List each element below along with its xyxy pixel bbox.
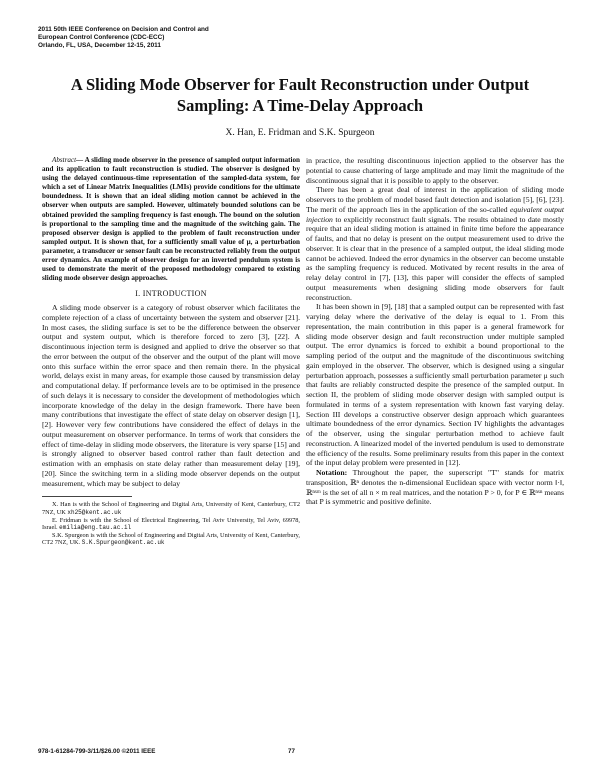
section-heading-introduction: I. INTRODUCTION [135,289,207,299]
notation-paragraph [306,468,564,507]
abstract-dash: — [76,156,85,164]
right-column [306,156,564,507]
left-column [42,156,300,547]
abstract-label: Abstract [52,156,77,164]
paper-title [40,74,560,116]
footnote-fridman: E. Fridman is with the School of Electrical Engineering, Tel Aviv University, Tel Aviv, 69978, Israel. emilia@eng.tau.ac.il [42,516,300,532]
notation-text: Throughout the paper, the superscript "T" stands for matrix transposition, ℝⁿ denotes the n-dimensional Euclidean space with vector norm ‖·‖, ℝⁿˣᵐ is the set of all n × m real matrices, and the notation P > 0, for P ∈ ℝⁿˣⁿ means that P is symmetric and positive definite. [306,468,564,507]
author-list: X. Han, E. Fridman and S.K. Spurgeon [225,128,375,138]
email-fridman: emilia@eng.tau.ac.il [59,524,132,532]
intro-paragraph-1-cont: in practice, the resulting discontinuous injection applied to the observer has the potential to cause chattering of large amplitude and may limit the magnitude of the discontinuous signal that it is possible to apply to the observer. [306,156,564,185]
intro-paragraph-3: It has been shown in [9], [18] that a sampled output can be represented with fast varying delay where the derivative of the delay is equal to 1. From this representation, the main contribution in this paper is a general framework for sliding mode observer design and fault reconstruction under multiple sampled output. The error dynamics is forced to exhibit a bound proportional to the sampling period of the output and the magnitude of the discontinuous switching gain employed in the observer. The observer, which is designed using a singular perturbation approach, possesses a sufficiently small perturbation parameter μ such that faults are reliably constructed despite the presence of the sampled output. In section II, the problem of sliding mode observer design with sampled output is formulated in terms of a system representation with known fast varying delay. Section III develops a constructive observer design approach which guarantees ultimate boundedness of the error dynamics. Section IV highlights the advantages of the observer, using the singular perturbation method to achieve fault reconstruction. A linearized model of the inverted pendulum is used to demonstrate the efficiency of the results. Some preliminary results from this paper in the context of the input delay problem were presented in [12]. [306,302,564,468]
footnote-han: X. Han is with the School of Engineering and Digital Arts, University of Kent, Canterbury, CT2 7NZ, UK xh25@kent.ac.uk [42,501,300,516]
conference-header [38,26,278,51]
email-han: xh25@kent.ac.uk [67,508,122,516]
footnote-divider [42,496,132,497]
abstract [42,156,300,283]
email-spurgeon: S.K.Spurgeon@kent.ac.uk [81,539,165,547]
conference-line-1: 2011 50th IEEE Conference on Decision and Control and [38,26,209,33]
intro-paragraph-1: A sliding mode observer is a category of robust observer which facilitates the complete rejection of a class of uncertainty between the system and observer [21]. In most cases, the sliding surface is set to be the difference between the observer output and system output, which is therefore forced to zero [3], [22]. A discontinuous injection term is designed and applied to drive the observer so that the error between the output of the observer and the output of the plant will move onto this surface within the error space and then remain there. In the physical world, delays exist in many areas, for example those caused by transmission delay and computational delay. If performance levels are to be optimised in the presence of such delays it is necessary to consider the development of methodologies which incorporate knowledge of the delay in the design framework. There have been many contributions that investigate the effect of state delay on observer design [1], [2]. However very few contributions have considered the effect of delays in the output measurement on observer performance. In terms of work that considers the effect of time-delay in sliding mode observers, the literature is very sparse [15] and is strongly aligned to observer based control rather than fault detection and estimation with an emphasis on state delay rather than measurement delay [19], [20]. Since the switching term in a sliding mode observer depends on the output measurement, which may be subject to delay [42,303,300,488]
equivalent-output-injection-term: equivalent output injection [306,204,564,224]
title-line-1: A Sliding Mode Observer for Fault Reconstruction under Output [70,75,530,94]
conference-line-3: Orlando, FL, USA, December 12-15, 2011 [38,42,161,50]
notation-label: Notation: [316,468,348,477]
title-line-2: Sampling: A Time-Delay Approach [176,96,424,115]
footnote-spurgeon: S.K. Spurgeon is with the School of Engineering and Digital Arts, University of Kent, Canterbury, CT2 7NZ, UK. S.K.Spurgeon@kent.ac.uk [42,531,300,547]
abstract-text: A sliding mode observer in the presence of sampled output information and its application to fault reconstruction is studied. The observer is designed by using the delayed continuous-time representation of the sampled-data system, for which a set of Linear Matrix Inequalities (LMIs) provide conditions for the ultimate boundedness. It is shown that an ideal sliding motion cannot be achieved in the observer when outputs are sampled. However, ultimately bounded solutions can be obtained provided the sampling frequency is fast enough. The bound on the solution is proportional to the sampling time and the magnitude of the switching gain. The proposed observer design is applied to the problem of fault reconstruction under sampled output. It is shown that, for a sufficiently small value of μ, a perturbation parameter, a transducer or sensor fault can be reconstructed reliably from the output error dynamics. An example of observer design for an inverted pendulum system is used to demonstrate the merit of the proposed methodology compared to existing sliding mode observer design approaches. [42,156,300,283]
page-number: 77 [288,748,295,755]
isbn-footer: 978-1-61284-799-3/11/$26.00 ©2011 IEEE [38,748,156,755]
intro-paragraph-2: There has been a great deal of interest in the application of sliding mode observers to the problem of model based fault detection and isolation [5], [6], [23]. The merit of the approach lies in the application of the so-called equivalent output injection to explicitly reconstruct fault signals. The results obtained to date mostly require that an ideal sliding motion is attained in finite time before the appearance of faults, and that no delay is present on the output measurement used to drive the observer. It is clear that in the presence of a sampled output, the ideal sliding mode cannot be achieved. Indeed the error dynamics in the observer can become unstable as the sampling frequency is reduced. Motivated by recent results in the area of relay delay control in [7], [13], this paper will consider the effects of sampled output measurements when designing sliding mode observers for fault reconstruction. [306,185,564,302]
conference-line-2: European Control Conference (CDC-ECC) [38,34,165,42]
